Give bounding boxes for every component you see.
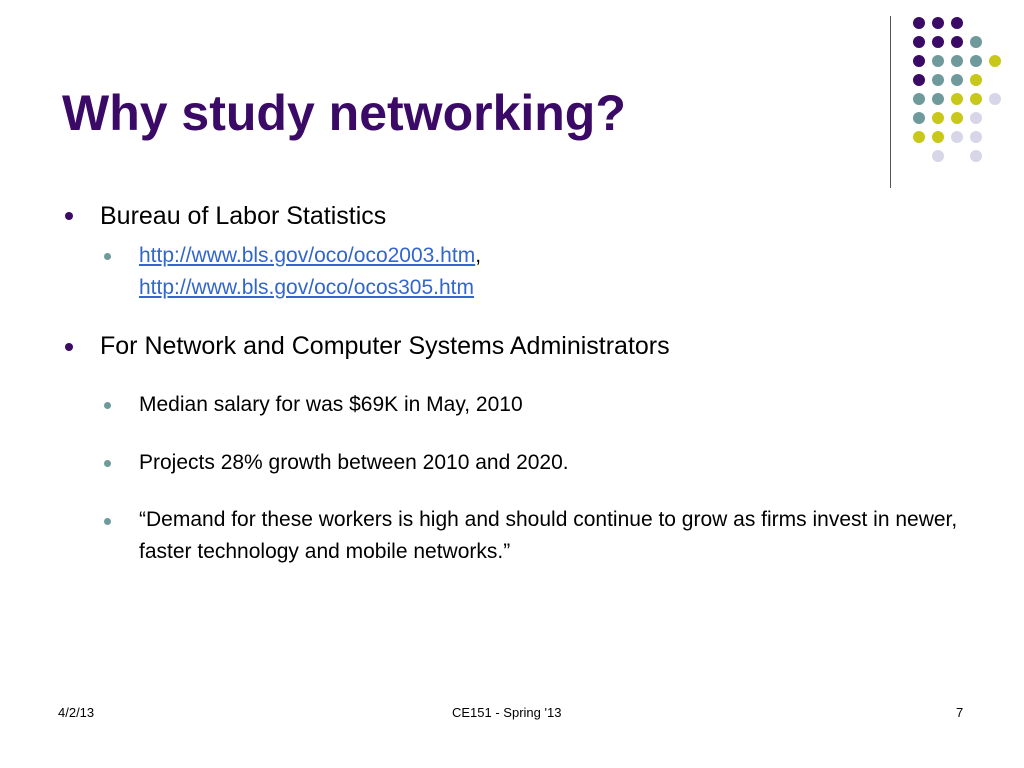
title-divider-line (890, 16, 891, 188)
footer-course: CE151 - Spring '13 (452, 705, 562, 720)
decorative-dot (970, 131, 982, 143)
decorative-dot (913, 36, 925, 48)
decorative-dot (951, 36, 963, 48)
sub-bullet-text: Projects 28% growth between 2010 and 2020. (139, 451, 569, 474)
bullet-dot-icon (65, 343, 73, 351)
decorative-dot (913, 17, 925, 29)
decorative-dot (932, 112, 944, 124)
bullet-text: For Network and Computer Systems Administrators (100, 332, 670, 360)
bls-oco2003-link[interactable]: http://www.bls.gov/oco/oco2003.htm (139, 244, 476, 267)
decorative-dot (932, 74, 944, 86)
decorative-dot (970, 112, 982, 124)
decorative-dot (951, 112, 963, 124)
decorative-dot (951, 93, 963, 105)
sub-bullet-dot-icon (104, 460, 111, 467)
decorative-dot (913, 131, 925, 143)
decorative-dot (932, 93, 944, 105)
sub-bullet-links-text (139, 240, 969, 304)
sub-bullet-dot-icon (104, 253, 111, 260)
decorative-dot (913, 93, 925, 105)
bullet-dot-icon (65, 212, 73, 220)
decorative-dot (913, 74, 925, 86)
footer-date: 4/2/13 (58, 705, 95, 720)
decorative-dot (989, 93, 1001, 105)
decorative-dot (951, 131, 963, 143)
decorative-dot (951, 55, 963, 67)
decorative-dot (913, 55, 925, 67)
decorative-dot (951, 17, 963, 29)
decorative-dot (932, 131, 944, 143)
decorative-dot (932, 55, 944, 67)
sub-bullet-text: “Demand for these workers is high and should continue to grow as firms invest in newer, faster technology and mobile networks.” (139, 508, 958, 563)
decorative-dot (970, 150, 982, 162)
bls-ocos305-link[interactable]: http://www.bls.gov/oco/ocos305.htm (139, 276, 475, 299)
decorative-dot (932, 17, 944, 29)
slide-title: Why study networking? (62, 85, 626, 141)
decorative-dot (951, 74, 963, 86)
sub-bullet-dot-icon (104, 402, 111, 409)
dot-grid-decoration (0, 0, 1024, 200)
decorative-dot (970, 36, 982, 48)
bullet-text: Bureau of Labor Statistics (100, 202, 387, 230)
decorative-dot (970, 55, 982, 67)
link-separator: , (475, 244, 482, 267)
decorative-dot (970, 93, 982, 105)
decorative-dot (989, 55, 1001, 67)
sub-bullet-dot-icon (104, 518, 111, 525)
decorative-dot (913, 112, 925, 124)
decorative-dot (970, 74, 982, 86)
decorative-dot (932, 150, 944, 162)
footer-page-number: 7 (956, 705, 964, 720)
decorative-dot (932, 36, 944, 48)
sub-bullet-text: Median salary for was $69K in May, 2010 (139, 393, 523, 416)
